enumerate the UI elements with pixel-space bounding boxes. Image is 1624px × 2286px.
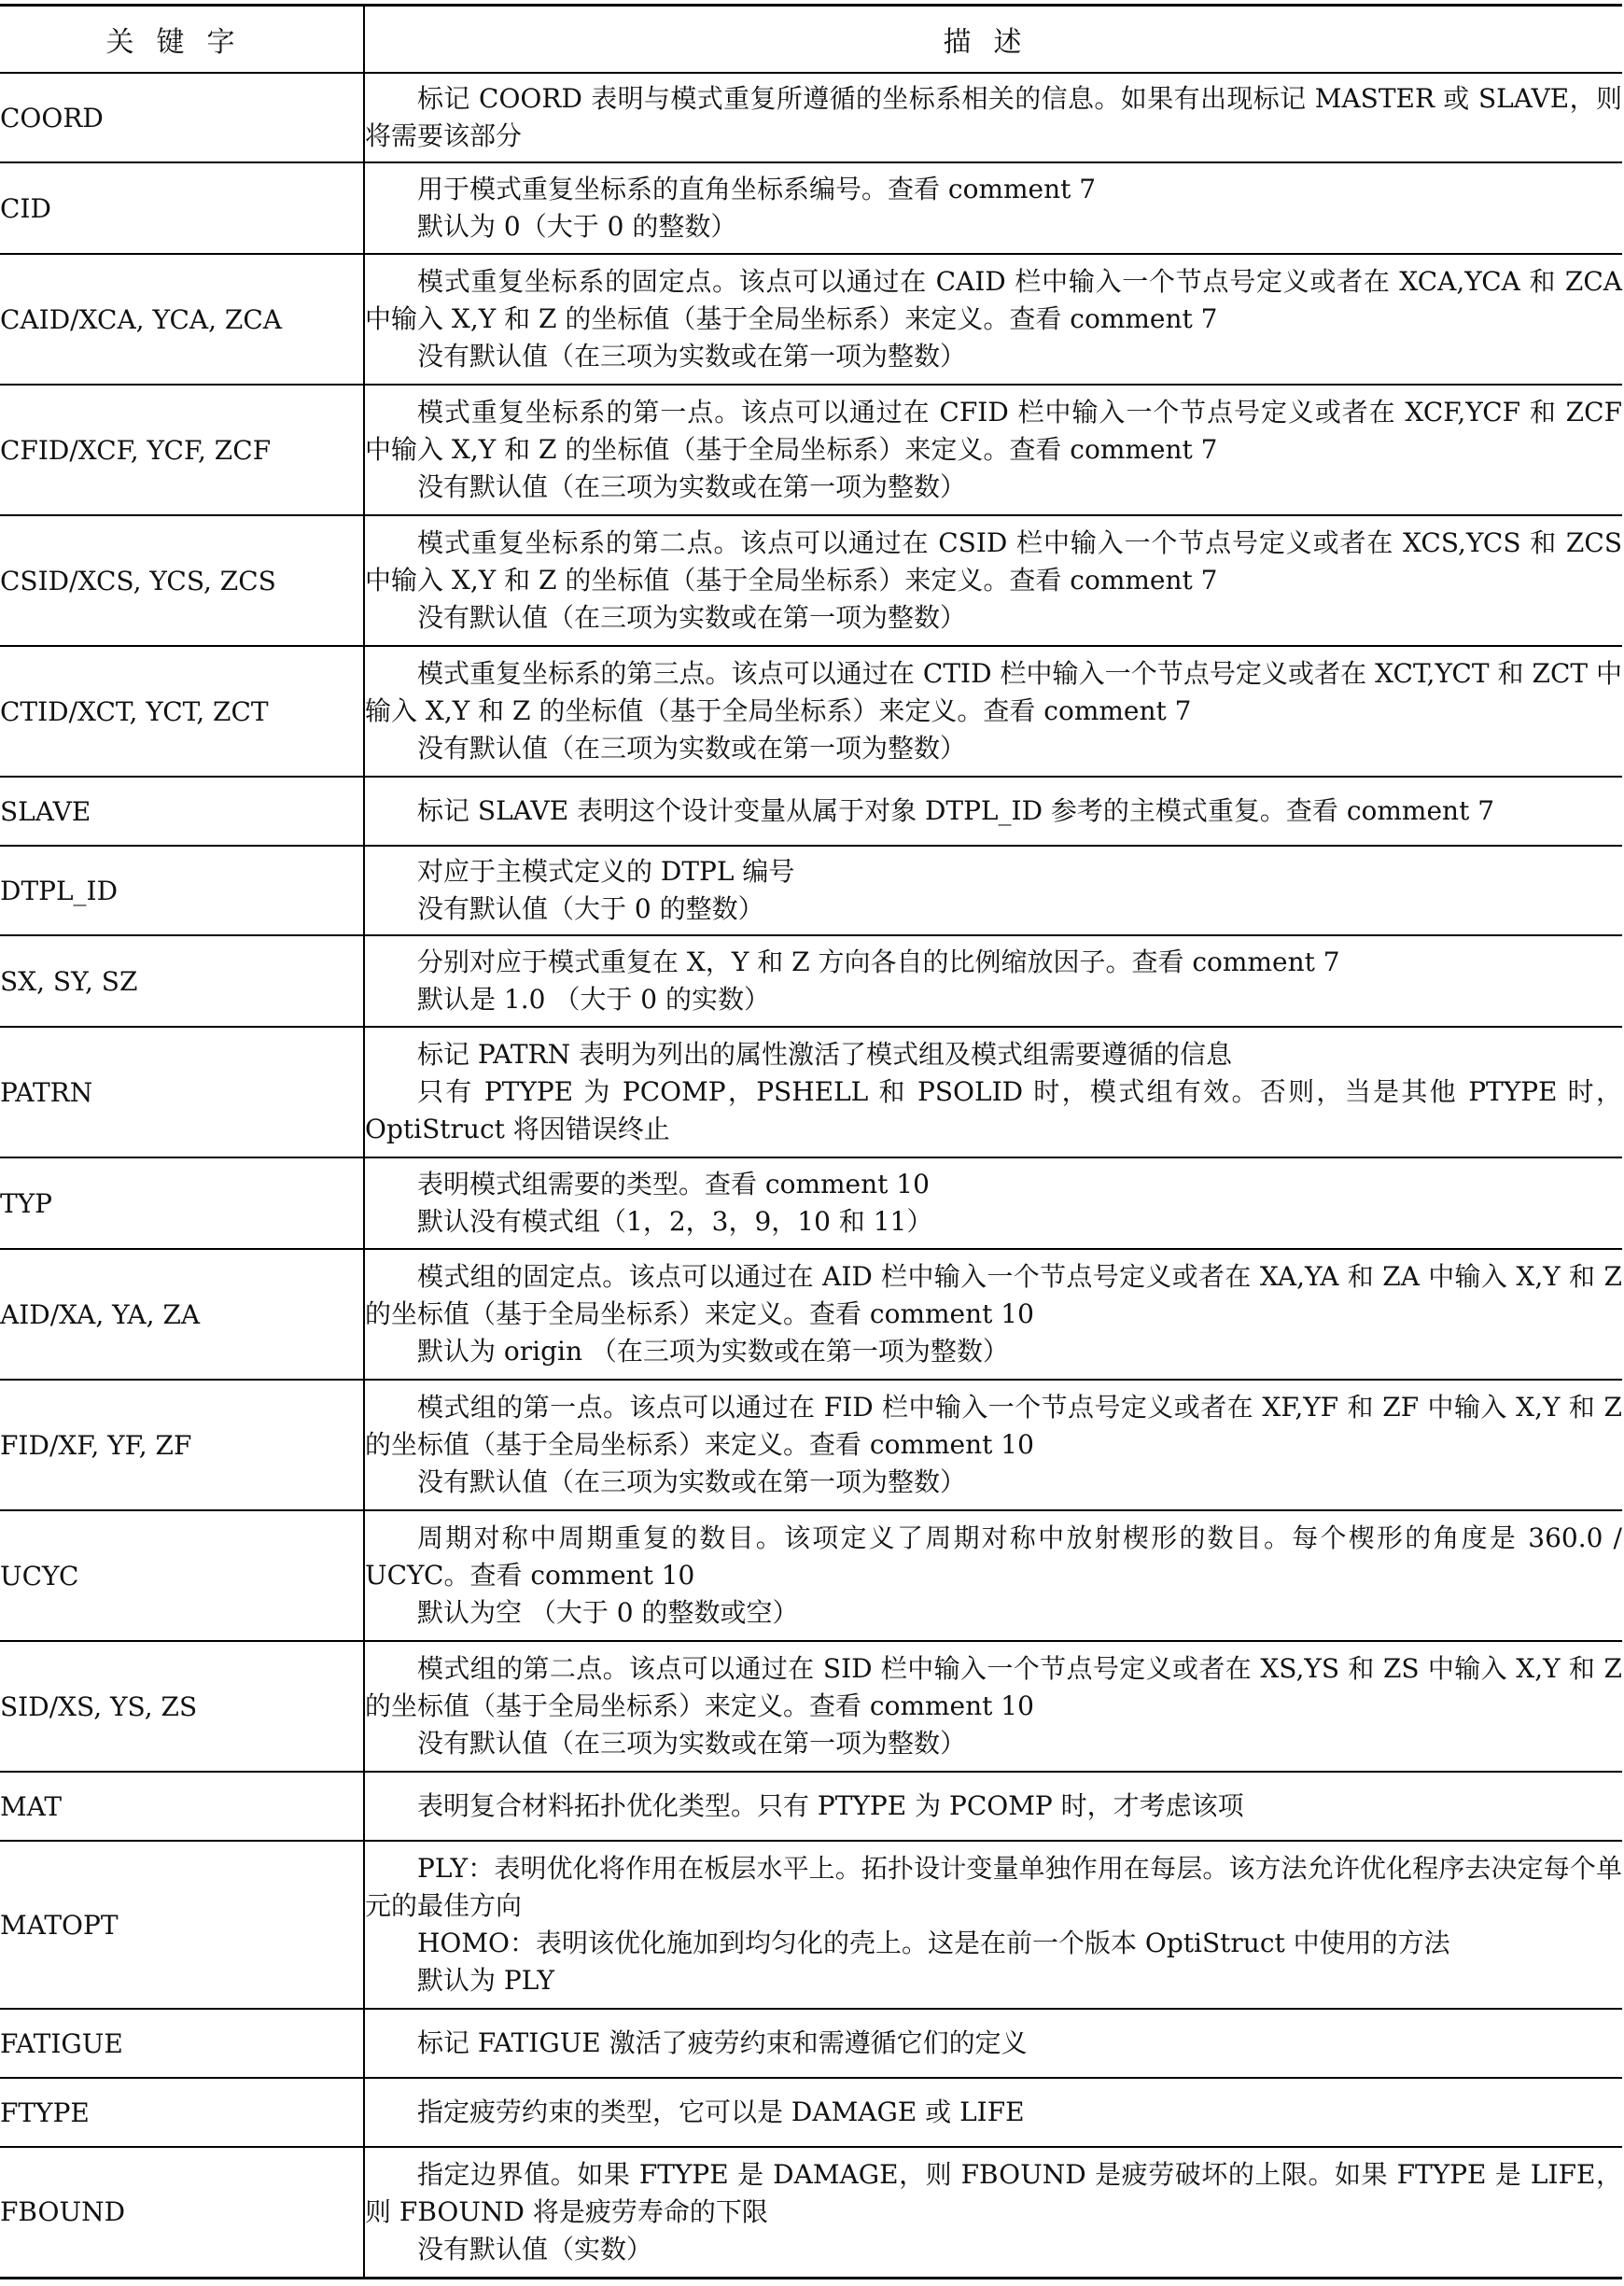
description-line: 标记 COORD 表明与模式重复所遵循的坐标系相关的信息。如果有出现标记 MASTER 或 SLAVE，则将需要该部分 [365,83,1622,151]
description-line: 用于模式重复坐标系的直角坐标系编号。查看 comment 7 [417,174,1097,204]
table-row [0,846,1622,935]
description-cell [364,2078,1622,2147]
description-line: 模式重复坐标系的第一点。该点可以通过在 CFID 栏中输入一个节点号定义或者在 XCF,YCF 和 ZCF 中输入 X,Y 和 Z 的坐标值（基于全局坐标系）来定义。查看 comment 7 [365,397,1622,465]
description-line: 没有默认值（大于 0 的整数） [417,893,764,924]
keyword-table [0,4,1622,2279]
table-row [0,777,1622,846]
keyword-cell: SID/XS, YS, ZS [0,1641,364,1772]
description-cell [364,1157,1622,1249]
description-line: 分别对应于模式重复在 X，Y 和 Z 方向各自的比例缩放因子。查看 comment 7 [417,947,1340,977]
description-line: 默认为 0（大于 0 的整数） [417,211,737,242]
table-row [0,1380,1622,1510]
description-line: 模式组的第一点。该点可以通过在 FID 栏中输入一个节点号定义或者在 XF,YF 和 ZF 中输入 X,Y 和 Z 的坐标值（基于全局坐标系）来定义。查看 comment 10 [365,1392,1622,1460]
keyword-cell: UCYC [0,1510,364,1641]
table-row [0,2078,1622,2147]
description-line: 默认为 PLY [417,1965,555,1996]
description-line: 没有默认值（在三项为实数或在第一项为整数） [417,1728,967,1759]
keyword-cell: CID [0,162,364,254]
description-line: 默认是 1.0 （大于 0 的实数） [417,984,770,1015]
table-row [0,73,1622,162]
description-line: 表明模式组需要的类型。查看 comment 10 [417,1169,930,1199]
table-row [0,2147,1622,2278]
description-line: 周期对称中周期重复的数目。该项定义了周期对称中放射楔形的数目。每个楔形的角度是 360.0 / UCYC。查看 comment 10 [365,1522,1622,1591]
description-cell [364,2147,1622,2278]
keyword-cell: CAID/XCA, YCA, ZCA [0,254,364,385]
keyword-cell: FTYPE [0,2078,364,2147]
description-cell [364,254,1622,385]
description-line: 对应于主模式定义的 DTPL 编号 [417,856,795,887]
description-cell [364,2009,1622,2078]
description-line: 表明复合材料拓扑优化类型。只有 PTYPE 为 PCOMP 时，才考虑该项 [417,1790,1244,1821]
keyword-cell: CSID/XCS, YCS, ZCS [0,515,364,646]
header-keyword: 关键字 [0,6,364,74]
description-line: 指定边界值。如果 FTYPE 是 DAMAGE，则 FBOUND 是疲劳破坏的上限。如果 FTYPE 是 LIFE，则 FBOUND 将是疲劳寿命的下限 [365,2158,1622,2227]
description-cell [364,515,1622,646]
keyword-cell: TYP [0,1157,364,1249]
keyword-cell: CTID/XCT, YCT, ZCT [0,646,364,777]
description-cell [364,385,1622,515]
description-line: 默认为空 （大于 0 的整数或空） [417,1597,799,1628]
table-row [0,515,1622,646]
header-description: 描述 [364,6,1622,74]
description-cell [364,777,1622,846]
description-line: 模式组的固定点。该点可以通过在 AID 栏中输入一个节点号定义或者在 XA,YA 和 ZA 中输入 X,Y 和 Z 的坐标值（基于全局坐标系）来定义。查看 comment 10 [365,1261,1622,1329]
description-line: 没有默认值（在三项为实数或在第一项为整数） [417,1466,967,1497]
description-line: 没有默认值（在三项为实数或在第一项为整数） [417,602,967,633]
table-row [0,385,1622,515]
description-line: 模式组的第二点。该点可以通过在 SID 栏中输入一个节点号定义或者在 XS,YS 和 ZS 中输入 X,Y 和 Z 的坐标值（基于全局坐标系）来定义。查看 comment 10 [365,1653,1622,1721]
keyword-cell: AID/XA, YA, ZA [0,1249,364,1380]
keyword-cell: FID/XF, YF, ZF [0,1380,364,1510]
description-cell [364,162,1622,254]
description-line: 默认为 origin （在三项为实数或在第一项为整数） [417,1336,1009,1367]
keyword-cell: DTPL_ID [0,846,364,935]
keyword-cell: FBOUND [0,2147,364,2278]
description-line: 模式重复坐标系的第二点。该点可以通过在 CSID 栏中输入一个节点号定义或者在 XCS,YCS 和 ZCS 中输入 X,Y 和 Z 的坐标值（基于全局坐标系）来定义。查看 comment 7 [365,527,1622,596]
table-row [0,1157,1622,1249]
description-cell [364,1510,1622,1641]
description-cell [364,1772,1622,1841]
description-cell [364,646,1622,777]
table-row [0,162,1622,254]
keyword-cell: SLAVE [0,777,364,846]
description-line: 没有默认值（在三项为实数或在第一项为整数） [417,471,967,502]
description-line: 没有默认值（在三项为实数或在第一项为整数） [417,341,967,372]
description-cell [364,1249,1622,1380]
keyword-cell: SX, SY, SZ [0,935,364,1027]
table-row [0,1841,1622,2009]
description-line: 模式重复坐标系的固定点。该点可以通过在 CAID 栏中输入一个节点号定义或者在 XCA,YCA 和 ZCA 中输入 X,Y 和 Z 的坐标值（基于全局坐标系）来定义。查看 comment 7 [365,266,1622,334]
description-cell [364,1841,1622,2009]
table-row [0,1249,1622,1380]
table-row [0,1641,1622,1772]
description-cell [364,1027,1622,1157]
table-row [0,1510,1622,1641]
description-line: 标记 SLAVE 表明这个设计变量从属于对象 DTPL_ID 参考的主模式重复。查看 comment 7 [417,795,1495,826]
description-cell [364,935,1622,1027]
description-line: 只有 PTYPE 为 PCOMP，PSHELL 和 PSOLID 时，模式组有效。否则，当是其他 PTYPE 时，OptiStruct 将因错误终止 [365,1076,1622,1144]
description-cell [364,1380,1622,1510]
description-line: HOMO：表明该优化施加到均匀化的壳上。这是在前一个版本 OptiStruct 中使用的方法 [417,1928,1450,1958]
description-line: 没有默认值（在三项为实数或在第一项为整数） [417,733,967,764]
description-cell [364,846,1622,935]
description-line: 没有默认值（实数） [417,2233,653,2265]
description-line: 指定疲劳约束的类型，它可以是 DAMAGE 或 LIFE [417,2097,1025,2127]
table-row [0,254,1622,385]
table-row [0,1772,1622,1841]
table-header-row [0,6,1622,74]
table-row [0,2009,1622,2078]
table-row [0,646,1622,777]
keyword-cell: MAT [0,1772,364,1841]
description-line: 标记 PATRN 表明为列出的属性激活了模式组及模式组需要遵循的信息 [417,1039,1233,1070]
description-line: 标记 FATIGUE 激活了疲劳约束和需遵循它们的定义 [417,2027,1028,2058]
keyword-cell: FATIGUE [0,2009,364,2078]
description-line: 默认没有模式组（1，2，3，9，10 和 11） [417,1206,933,1237]
description-cell [364,1641,1622,1772]
description-cell [364,73,1622,162]
keyword-cell: CFID/XCF, YCF, ZCF [0,385,364,515]
description-line: 模式重复坐标系的第三点。该点可以通过在 CTID 栏中输入一个节点号定义或者在 XCT,YCT 和 ZCT 中输入 X,Y 和 Z 的坐标值（基于全局坐标系）来定义。查看 comment 7 [365,658,1622,726]
table-row [0,935,1622,1027]
description-line: PLY：表明优化将作用在板层水平上。拓扑设计变量单独作用在每层。该方法允许优化程序去决定每个单元的最佳方向 [365,1853,1622,1921]
keyword-cell: COORD [0,73,364,162]
keyword-cell: MATOPT [0,1841,364,2009]
keyword-cell: PATRN [0,1027,364,1157]
table-row [0,1027,1622,1157]
